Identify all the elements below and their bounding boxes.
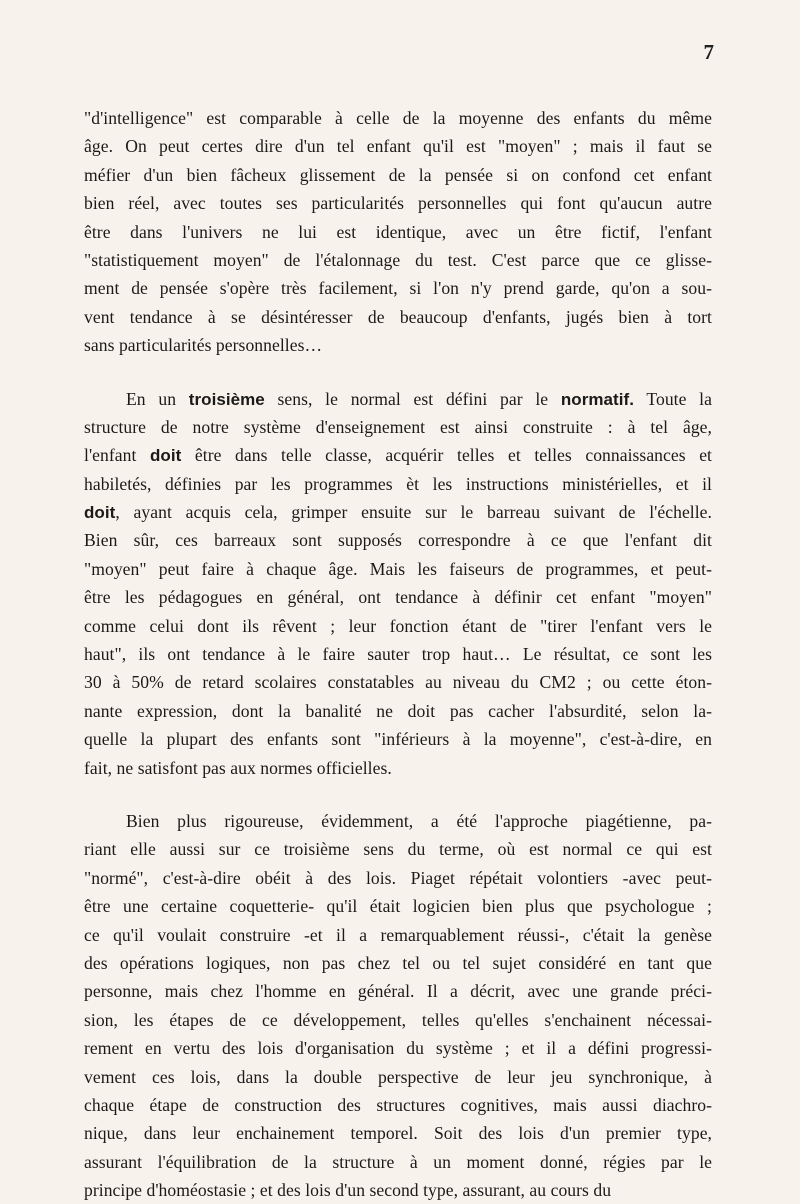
paragraph <box>84 807 712 1204</box>
text-line: bien réel, avec toutes ses particularités personnelles qui font qu'aucun autre <box>84 193 712 214</box>
text-line: être les pédagogues en général, ont tendance à définir cet enfant "moyen" <box>84 587 712 608</box>
text-line: principe d'homéostasie ; et des lois d'un second type, assurant, au cours du <box>84 1180 612 1201</box>
body-text <box>84 104 712 1204</box>
text-line: fait, ne satisfont pas aux normes officielles. <box>84 757 392 778</box>
text-line: "statistiquement moyen" de l'étalonnage du test. C'est parce que ce glisse- <box>84 249 712 270</box>
text-line: ce qu'il voulait construire -et il a remarquablement réussi-, c'était la genèse <box>84 924 712 945</box>
text-line: "normé", c'est-à-dire obéit à des lois. Piaget répétait volontiers -avec peut- <box>84 867 712 888</box>
text-line: "moyen" peut faire à chaque âge. Mais les faiseurs de programmes, et peut- <box>84 558 712 579</box>
text-line: être une certaine coquetterie- qu'il était logicien bien plus que psychologue ; <box>84 896 712 917</box>
text-line: nique, dans leur enchainement temporel. Soit des lois d'un premier type, <box>84 1123 712 1144</box>
text-line: 30 à 50% de retard scolaires constatables au niveau du CM2 ; ou cette éton- <box>84 672 712 693</box>
text-line: comme celui dont ils rêvent ; leur fonction étant de "tirer l'enfant vers le <box>84 615 712 636</box>
emphasized-word: troisième <box>188 389 265 409</box>
text-segment: être dans telle classe, acquérir telles et telles connaissances et <box>181 445 712 466</box>
text-line: Bien sûr, ces barreaux sont supposés correspondre à ce que l'enfant dit <box>84 530 712 551</box>
page-number: 7 <box>703 40 714 64</box>
text-line: haut", ils ont tendance à le faire sauter trop haut… Le résultat, ce sont les <box>84 644 712 665</box>
text-line <box>84 385 712 413</box>
text-line: rement en vertu des lois d'organisation du système ; et il a défini progressi- <box>84 1038 712 1059</box>
text-segment: , ayant acquis cela, grimper ensuite sur le barreau suivant de l'échelle. <box>115 502 712 523</box>
text-line: personne, mais chez l'homme en général. Il a décrit, avec une grande préci- <box>84 981 712 1002</box>
paragraph-gap <box>84 360 712 385</box>
text-line: sion, les étapes de ce développement, telles qu'elles s'enchainent nécessai- <box>84 1009 712 1030</box>
emphasized-word: normatif. <box>560 389 635 409</box>
text-line: riant elle aussi sur ce troisième sens du terme, où est normal ce qui est <box>84 839 712 860</box>
paragraph-gap <box>84 782 712 807</box>
emphasized-word: doit <box>84 503 116 523</box>
text-line: quelle la plupart des enfants sont "inférieurs à la moyenne", c'est-à-dire, en <box>84 729 712 750</box>
text-line: habiletés, définies par les programmes èt les instructions ministérielles, et il <box>84 473 712 494</box>
text-line <box>84 441 712 469</box>
text-segment: sens, le normal est défini par le <box>264 388 561 409</box>
text-line: Bien plus rigoureuse, évidemment, a été l'approche piagétienne, pa- <box>126 810 712 831</box>
emphasized-word: doit <box>149 446 182 466</box>
paragraph <box>84 385 712 782</box>
text-segment: l'enfant <box>84 445 150 466</box>
text-line <box>84 498 712 526</box>
text-line: méfier d'un bien fâcheux glissement de la pensée si on confond cet enfant <box>84 164 712 185</box>
text-line: assurant l'équilibration de la structure à un moment donné, régies par le <box>84 1151 712 1172</box>
text-line: vent tendance à se désintéresser de beaucoup d'enfants, jugés bien à tort <box>84 306 712 327</box>
text-line: structure de notre système d'enseignement est ainsi construite : à tel âge, <box>84 416 712 437</box>
text-line: être dans l'univers ne lui est identique, avec un être fictif, l'enfant <box>84 221 712 242</box>
text-line: des opérations logiques, non pas chez tel ou tel sujet considéré en tant que <box>84 952 712 973</box>
text-line: chaque étape de construction des structures cognitives, mais aussi diachro- <box>84 1094 712 1115</box>
text-segment: En un <box>126 388 189 409</box>
text-line: sans particularités personnelles… <box>84 335 323 356</box>
text-line: "d'intelligence" est comparable à celle de la moyenne des enfants du même <box>84 108 712 128</box>
paragraph <box>84 104 712 360</box>
text-line: âge. On peut certes dire d'un tel enfant qu'il est "moyen" ; mais il faut se <box>84 136 712 157</box>
text-line: vement ces lois, dans la double perspective de leur jeu synchronique, à <box>84 1066 712 1087</box>
text-line: nante expression, dont la banalité ne doit pas cacher l'absurdité, selon la- <box>84 700 712 721</box>
text-line: ment de pensée s'opère très facilement, si l'on n'y prend garde, qu'on a sou- <box>84 278 712 299</box>
text-segment: Toute la <box>634 388 712 409</box>
